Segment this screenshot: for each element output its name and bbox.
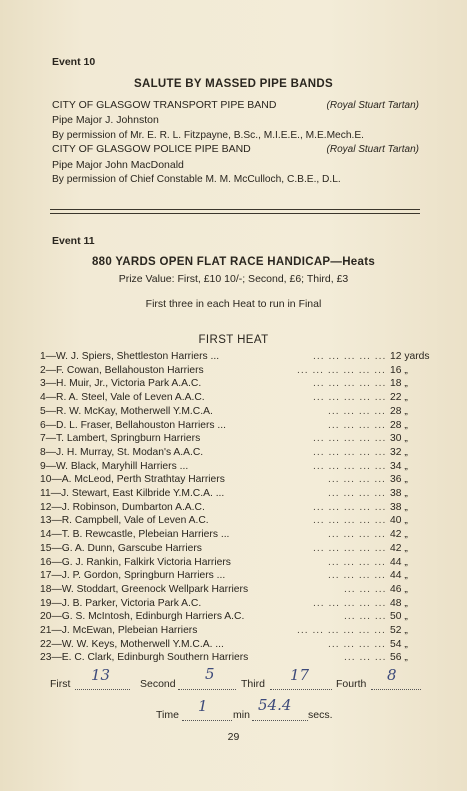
time-label: Time: [156, 709, 179, 721]
entry-name: 1—W. J. Spiers, Shettleston Harriers ...: [40, 351, 220, 362]
prize-value: Prize Value: First, £10 10/-; Second, £6; Third, £3: [118, 273, 349, 285]
band-1-permission: By permission of Mr. E. R. L. Fitzpayne, B.Sc., M.I.E.E., M.E.Mech.E.: [52, 130, 364, 141]
entry-handicap-yards: 22 „: [390, 392, 408, 404]
entry-handicap-yards: 16 „: [390, 364, 408, 376]
entry-handicap-yards: 44 „: [390, 556, 408, 568]
entry-handicap-yards: 48 „: [390, 597, 408, 609]
entry-name: 8—J. H. Murray, St. Modan's A.A.C.: [40, 446, 204, 458]
entry-row: [40, 447, 434, 461]
band-2-name: CITY OF GLASGOW POLICE PIPE BAND: [52, 143, 251, 155]
entry-row: [40, 598, 434, 612]
entry-name: 19—J. B. Parker, Victoria Park A.C.: [40, 597, 202, 609]
entry-leader-dots: ... ... ... ... ...: [313, 460, 387, 472]
entry-handicap-yards: 46 „: [390, 583, 408, 595]
page-number: 29: [227, 731, 240, 743]
entry-row: [40, 433, 434, 447]
fourth-label: Fourth: [336, 678, 367, 690]
entry-name: 16—G. J. Rankin, Falkirk Victoria Harriers: [40, 556, 231, 568]
time-seconds-blank[interactable]: [252, 720, 308, 721]
entry-name: 15—G. A. Dunn, Garscube Harriers: [40, 542, 202, 554]
entry-row: [40, 351, 434, 365]
entry-row: [40, 420, 434, 434]
entry-row: [40, 461, 434, 475]
band-1-pipe-major: Pipe Major J. Johnston: [52, 114, 159, 126]
band-1-name: CITY OF GLASGOW TRANSPORT PIPE BAND: [52, 99, 277, 111]
entry-name: 21—J. McEwan, Plebeian Harriers: [40, 625, 198, 636]
entry-leader-dots: ... ... ... ...: [328, 529, 386, 541]
entry-row: [40, 625, 434, 639]
secs-label: secs.: [308, 709, 333, 721]
entry-leader-dots: ... ... ... ... ... ...: [297, 625, 386, 636]
entry-name: 10—A. McLeod, Perth Strathtay Harriers: [40, 474, 225, 486]
entry-leader-dots: ... ... ... ... ...: [313, 446, 387, 458]
entry-name: 22—W. W. Keys, Motherwell Y.M.C.A. ...: [40, 638, 224, 650]
heat-title: FIRST HEAT: [198, 334, 269, 346]
entry-row: [40, 529, 434, 543]
band-2-tartan: (Royal Stuart Tartan): [326, 144, 419, 155]
entry-row: [40, 570, 434, 584]
fourth-blank[interactable]: [371, 689, 421, 690]
entry-leader-dots: ... ... ... ... ...: [313, 597, 387, 609]
entry-handicap-yards: 32 „: [390, 446, 408, 458]
entry-handicap-yards: 40 „: [390, 515, 408, 527]
fourth-value: 8: [387, 666, 397, 684]
third-blank[interactable]: [270, 689, 332, 690]
entry-leader-dots: ... ... ... ... ... ...: [297, 364, 386, 376]
time-minutes-value: 1: [198, 697, 208, 715]
entry-row: [40, 392, 434, 406]
entry-row: [40, 515, 434, 529]
entry-row: [40, 488, 434, 502]
second-value: 5: [205, 665, 215, 683]
entry-name: 23—E. C. Clark, Edinburgh Southern Harriers: [40, 652, 249, 664]
entry-handicap-yards: 52 „: [390, 625, 408, 636]
entry-leader-dots: ... ... ... ...: [328, 488, 386, 499]
entry-name: 4—R. A. Steel, Vale of Leven A.A.C.: [40, 392, 205, 404]
entry-name: 17—J. P. Gordon, Springburn Harriers ...: [40, 570, 226, 582]
first-label: First: [50, 678, 71, 690]
third-value: 17: [290, 666, 310, 684]
entry-name: 14—T. B. Rewcastle, Plebeian Harriers ...: [40, 529, 230, 541]
entry-row: [40, 474, 434, 488]
entry-handicap-yards: 28 „: [390, 405, 408, 417]
entry-row: [40, 652, 434, 666]
entry-handicap-yards: 42 „: [390, 542, 408, 554]
entry-row: [40, 543, 434, 557]
time-minutes-blank[interactable]: [182, 720, 232, 721]
entry-handicap-yards: 42 „: [390, 529, 408, 541]
entry-handicap-yards: 56 „: [390, 652, 408, 664]
entry-row: [40, 584, 434, 598]
entry-leader-dots: ... ... ... ... ...: [313, 392, 387, 404]
third-label: Third: [241, 678, 265, 690]
event-10-label: Event 10: [52, 56, 96, 68]
min-label: min: [233, 709, 250, 721]
band-2-permission: By permission of Chief Constable M. M. McCulloch, C.B.E., D.L.: [52, 174, 341, 185]
entry-leader-dots: ... ... ... ... ...: [313, 351, 387, 362]
entry-row: [40, 502, 434, 516]
entry-name: 3—H. Muir, Jr., Victoria Park A.A.C.: [40, 378, 202, 390]
entry-leader-dots: ... ... ... ...: [328, 405, 386, 417]
entry-leader-dots: ... ... ... ... ...: [313, 501, 387, 513]
entry-name: 5—R. W. McKay, Motherwell Y.M.C.A.: [40, 405, 213, 417]
entry-handicap-yards: 34 „: [390, 460, 408, 472]
entry-name: 12—J. Robinson, Dumbarton A.A.C.: [40, 501, 205, 513]
entry-leader-dots: ... ... ... ... ...: [313, 433, 387, 445]
entry-handicap-yards: 12 yards: [390, 351, 430, 362]
entry-handicap-yards: 38 „: [390, 488, 408, 499]
entry-leader-dots: ... ... ...: [344, 652, 387, 664]
second-blank[interactable]: [178, 689, 236, 690]
entry-name: 6—D. L. Fraser, Bellahouston Harriers ...: [40, 419, 226, 431]
event-11-label: Event 11: [52, 235, 95, 247]
entry-name: 9—W. Black, Maryhill Harriers ...: [40, 460, 189, 472]
time-seconds-value: 54.4: [258, 696, 292, 714]
entry-leader-dots: ... ... ...: [344, 611, 387, 623]
entry-name: 11—J. Stewart, East Kilbride Y.M.C.A. ...: [40, 488, 225, 499]
entry-row: [40, 365, 434, 379]
entry-name: 13—R. Campbell, Vale of Leven A.C.: [40, 515, 209, 527]
entry-leader-dots: ... ... ... ... ...: [313, 378, 387, 390]
entry-row: [40, 378, 434, 392]
entry-name: 2—F. Cowan, Bellahouston Harriers: [40, 364, 204, 376]
entry-name: 18—W. Stoddart, Greenock Wellpark Harriers: [40, 583, 249, 595]
entry-handicap-yards: 28 „: [390, 419, 408, 431]
entry-leader-dots: ... ... ... ...: [328, 419, 386, 431]
entry-leader-dots: ... ... ...: [344, 583, 387, 595]
entry-row: [40, 611, 434, 625]
entry-leader-dots: ... ... ... ...: [328, 570, 386, 582]
band-1-tartan: (Royal Stuart Tartan): [326, 100, 419, 111]
entry-handicap-yards: 38 „: [390, 501, 408, 513]
band-2-pipe-major: Pipe Major John MacDonald: [52, 159, 184, 171]
second-label: Second: [140, 678, 176, 690]
first-value: 13: [91, 666, 111, 684]
entry-leader-dots: ... ... ... ... ...: [313, 515, 387, 527]
entry-leader-dots: ... ... ... ...: [328, 556, 386, 568]
entry-handicap-yards: 18 „: [390, 378, 408, 390]
entry-handicap-yards: 54 „: [390, 638, 408, 650]
entry-name: 7—T. Lambert, Springburn Harriers: [40, 433, 201, 445]
entry-leader-dots: ... ... ... ...: [328, 638, 386, 650]
entry-name: 20—G. S. McIntosh, Edinburgh Harriers A.C.: [40, 611, 245, 623]
divider-rule-top: [50, 209, 420, 210]
entry-row: [40, 406, 434, 420]
entry-handicap-yards: 50 „: [390, 611, 408, 623]
first-blank[interactable]: [75, 689, 130, 690]
event-10-title: SALUTE BY MASSED PIPE BANDS: [134, 78, 333, 90]
entry-row: [40, 639, 434, 653]
qualification-note: First three in each Heat to run in Final: [145, 298, 322, 310]
entry-leader-dots: ... ... ... ... ...: [313, 542, 387, 554]
divider-rule-bottom: [50, 213, 420, 214]
entry-handicap-yards: 30 „: [390, 433, 408, 445]
entry-row: [40, 557, 434, 571]
entry-handicap-yards: 44 „: [390, 570, 408, 582]
entry-leader-dots: ... ... ... ...: [328, 474, 386, 486]
event-11-title: 880 YARDS OPEN FLAT RACE HANDICAP—Heats: [91, 256, 376, 268]
entry-handicap-yards: 36 „: [390, 474, 408, 486]
